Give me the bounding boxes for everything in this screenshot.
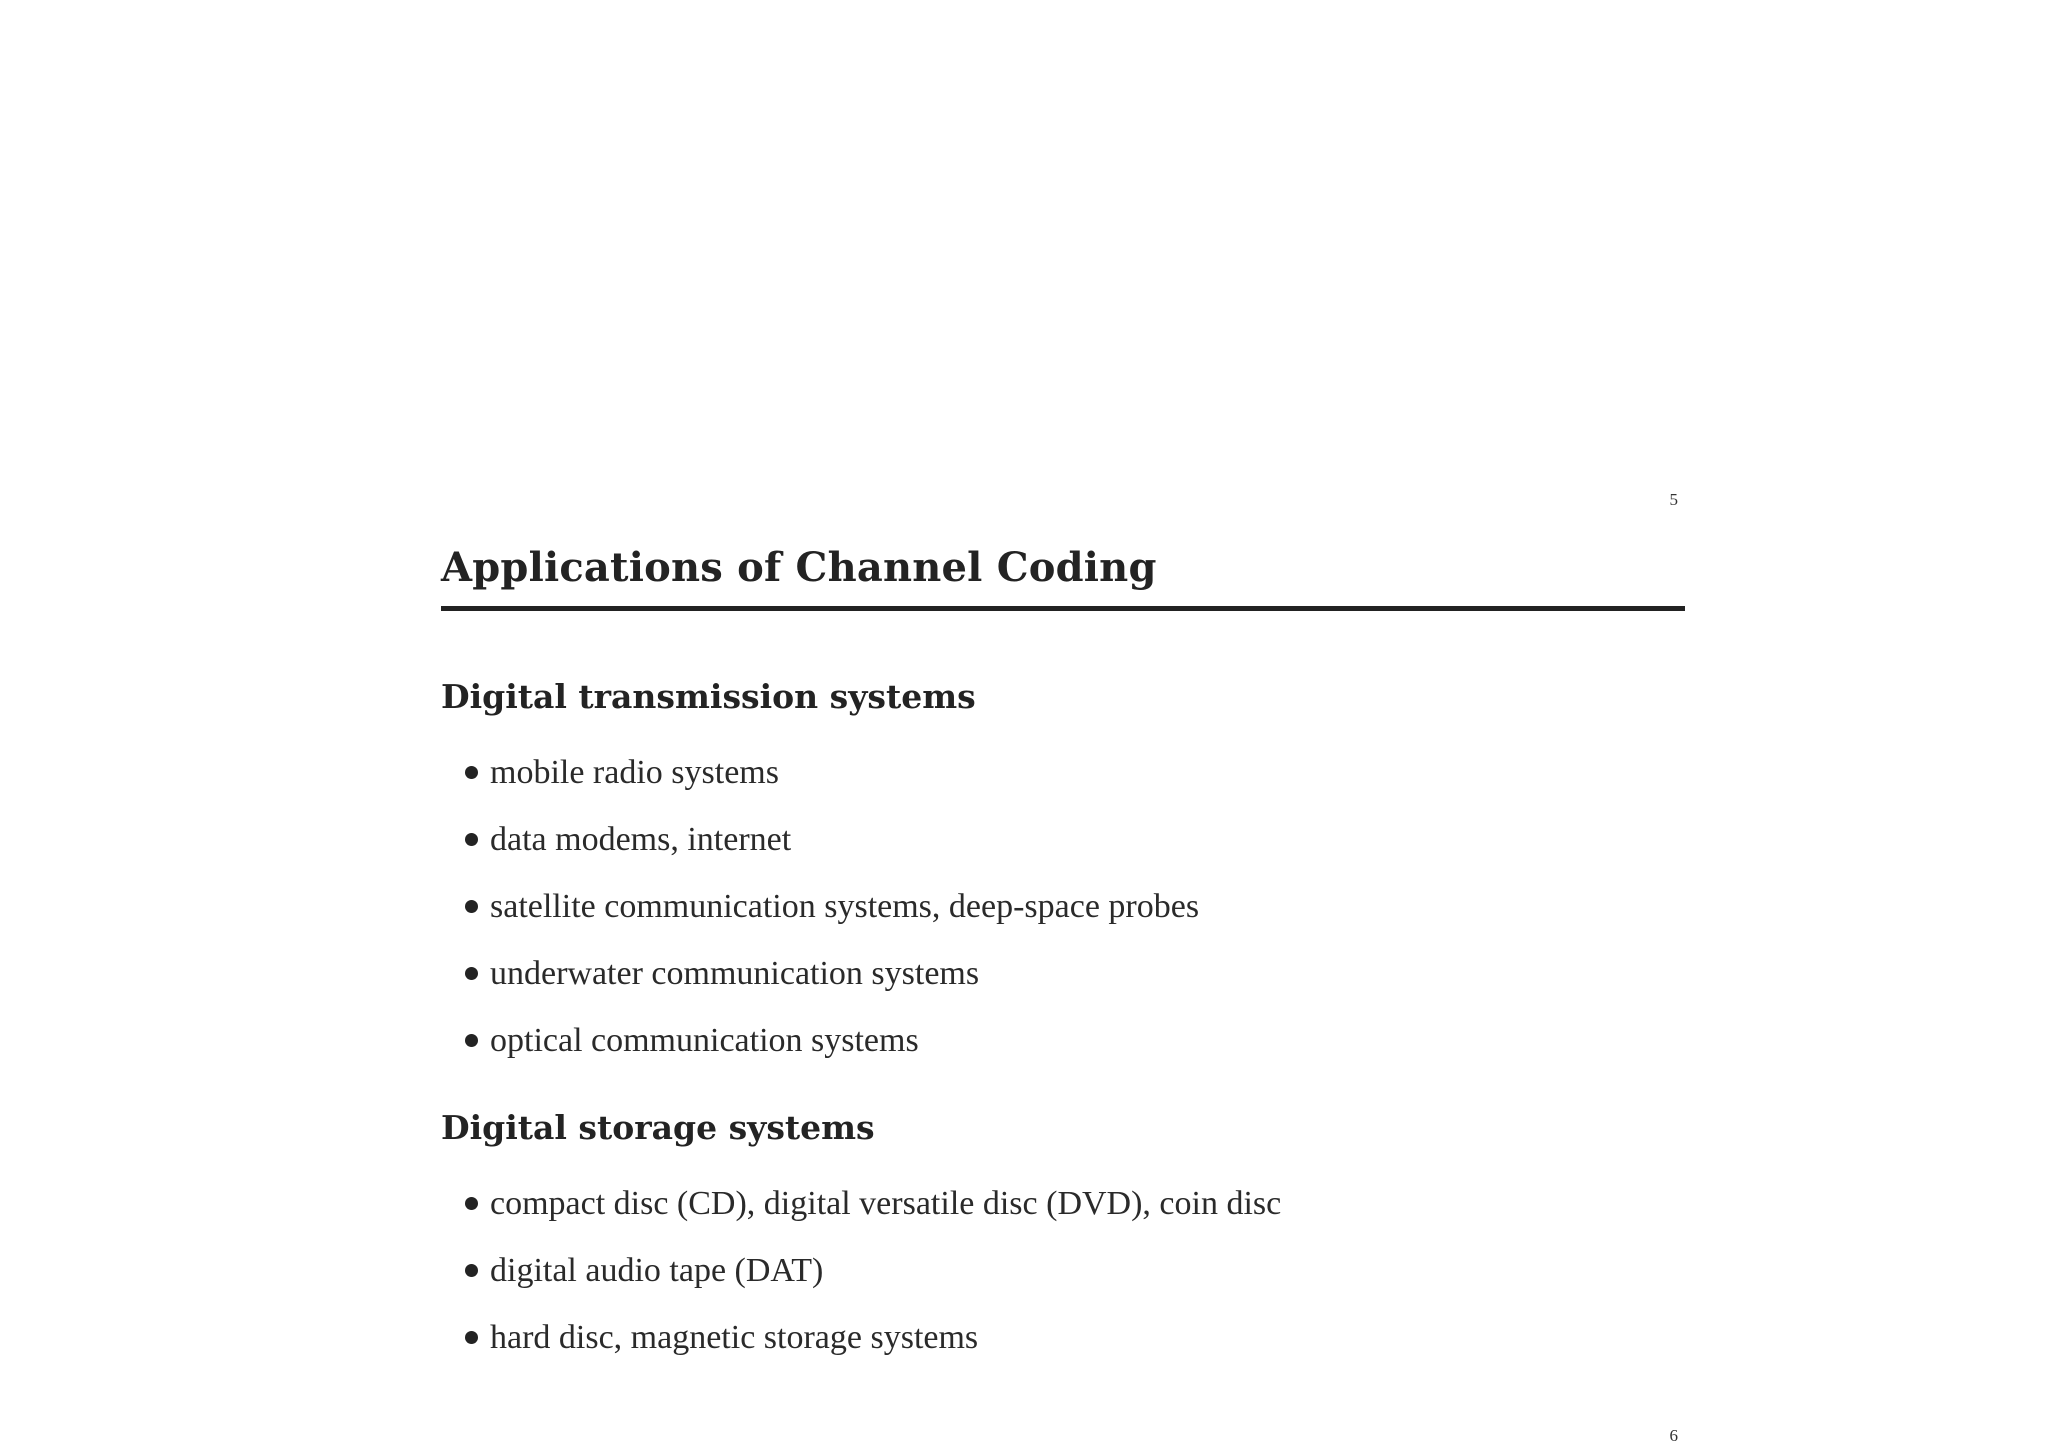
list-item-text: hard disc, magnetic storage systems: [490, 1318, 979, 1356]
bullet-icon: [465, 1197, 478, 1210]
list-item-text: data modems, internet: [490, 820, 792, 858]
title-rule: [441, 606, 1685, 611]
section-heading-storage: Digital storage systems: [441, 1108, 875, 1147]
bullet-icon: [465, 1331, 478, 1344]
list-item: [441, 1007, 1685, 1074]
bullet-icon: [465, 900, 478, 913]
bullet-list-transmission: [441, 739, 1685, 1074]
bullet-icon: [465, 1034, 478, 1047]
list-item-text: optical communication systems: [490, 1021, 919, 1059]
list-item: [441, 806, 1685, 873]
list-item-text: compact disc (CD), digital versatile disc (DVD), coin disc: [490, 1184, 1282, 1222]
slide-title: Applications of Channel Coding: [441, 544, 1157, 591]
section-heading-transmission: Digital transmission systems: [441, 677, 976, 716]
list-item: [441, 1237, 1685, 1304]
list-item: [441, 1170, 1685, 1237]
list-item-text: digital audio tape (DAT): [490, 1251, 824, 1289]
list-item-text: underwater communication systems: [490, 954, 980, 992]
list-item-text: satellite communication systems, deep-space probes: [490, 887, 1200, 925]
list-item: [441, 1304, 1685, 1371]
list-item: [441, 873, 1685, 940]
bullet-icon: [465, 833, 478, 846]
list-item-text: mobile radio systems: [490, 753, 779, 791]
bullet-icon: [465, 766, 478, 779]
list-item: [441, 739, 1685, 806]
page-number-bottom: 6: [1669, 1426, 1678, 1445]
page-number-top: 5: [1669, 490, 1678, 509]
bullet-list-storage: [441, 1170, 1685, 1371]
slide: [441, 540, 1685, 1371]
bullet-icon: [465, 967, 478, 980]
list-item: [441, 940, 1685, 1007]
bullet-icon: [465, 1264, 478, 1277]
